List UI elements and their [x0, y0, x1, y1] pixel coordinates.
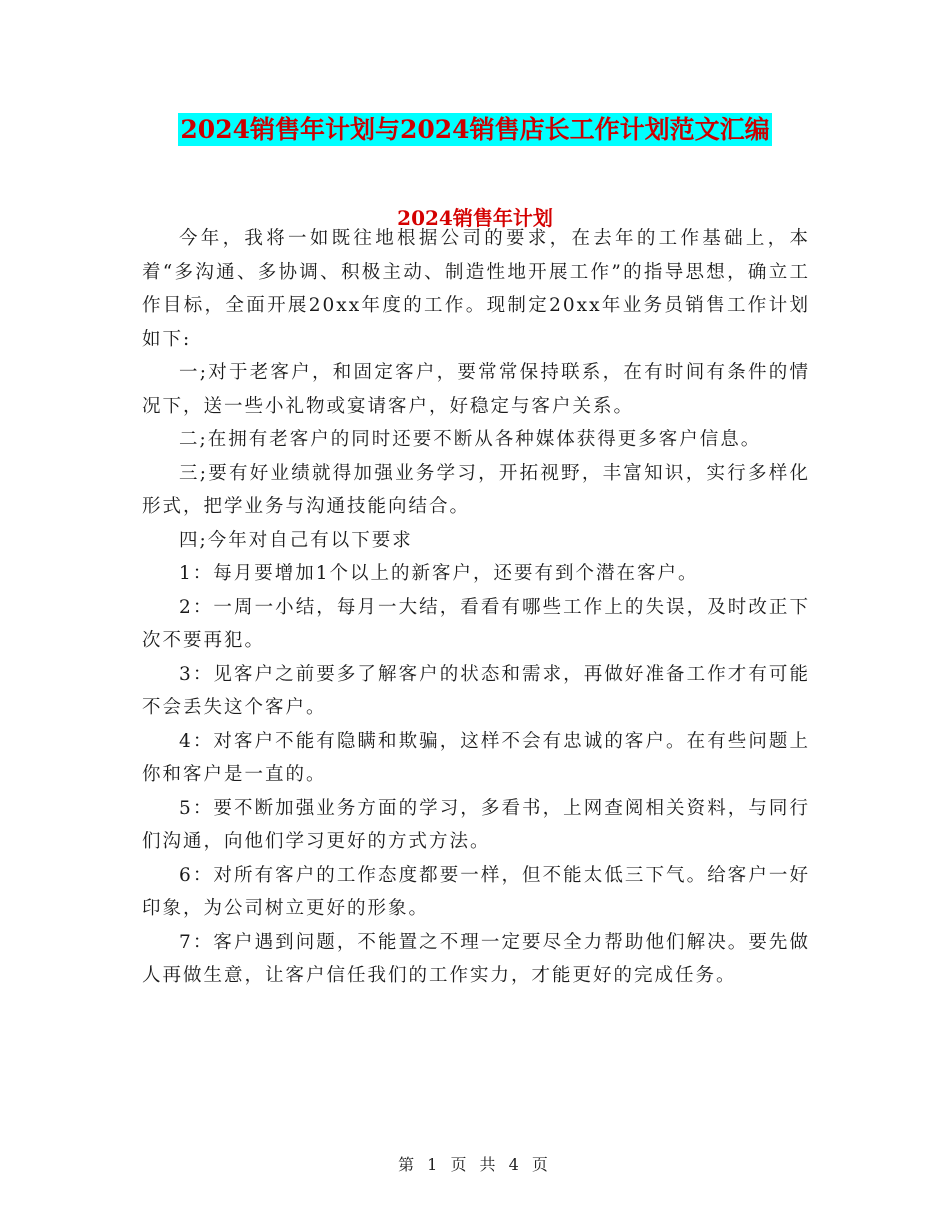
requirement-5: 5：要不断加强业务方面的学习，多看书，上网查阅相关资料，与同行们沟通，向他们学习更好的方式方法。: [142, 797, 810, 852]
document-title: [0, 110, 950, 150]
requirement-4: 4：对客户不能有隐瞒和欺骗，这样不会有忠诚的客户。在有些问题上你和客户是一直的。: [142, 730, 810, 785]
paragraph-item-3: 三;要有好业绩就得加强业务学习，开拓视野，丰富知识，实行多样化形式，把学业务与沟通技能向结合。: [142, 462, 810, 517]
section-title: 2024销售年计划: [397, 206, 553, 230]
paragraph-item-2: 二;在拥有老客户的同时还要不断从各种媒体获得更多客户信息。: [179, 429, 762, 450]
page-number-footer: 第 1 页 共 4 页: [398, 1155, 552, 1174]
paragraph-intro: 今年，我将一如既往地根据公司的要求，在去年的工作基础上，本着“多沟通、多协调、积极主动、制造性地开展工作”的指导思想，确立工作目标，全面开展20xx年度的工作。现制定20xx年业务员销售工作计划如下:: [142, 228, 810, 350]
requirement-6: 6：对所有客户的工作态度都要一样，但不能太低三下气。给客户一好印象，为公司树立更好的形象。: [142, 864, 810, 919]
paragraph-item-1: 一;对于老客户，和固定客户，要常常保持联系，在有时间有条件的情况下，送一些小礼物或宴请客户，好稳定与客户关系。: [142, 362, 810, 417]
paragraph-item-4: 四;今年对自己有以下要求: [179, 529, 413, 551]
requirement-2: 2：一周一小结，每月一大结，看看有哪些工作上的失误，及时改正下次不要再犯。: [142, 596, 810, 651]
requirement-7: 7：客户遇到问题，不能置之不理一定要尽全力帮助他们解决。要先做人再做生意，让客户信任我们的工作实力，才能更好的完成任务。: [142, 931, 810, 986]
requirement-1: 1：每月要增加1个以上的新客户，还要有到个潜在客户。: [179, 563, 699, 584]
document-title-text: 2024销售年计划与2024销售店长工作计划范文汇编: [180, 115, 770, 144]
document-body: [142, 222, 810, 993]
requirement-3: 3：见客户之前要多了解客户的状态和需求，再做好准备工作才有可能不会丢失这个客户。: [142, 663, 810, 718]
